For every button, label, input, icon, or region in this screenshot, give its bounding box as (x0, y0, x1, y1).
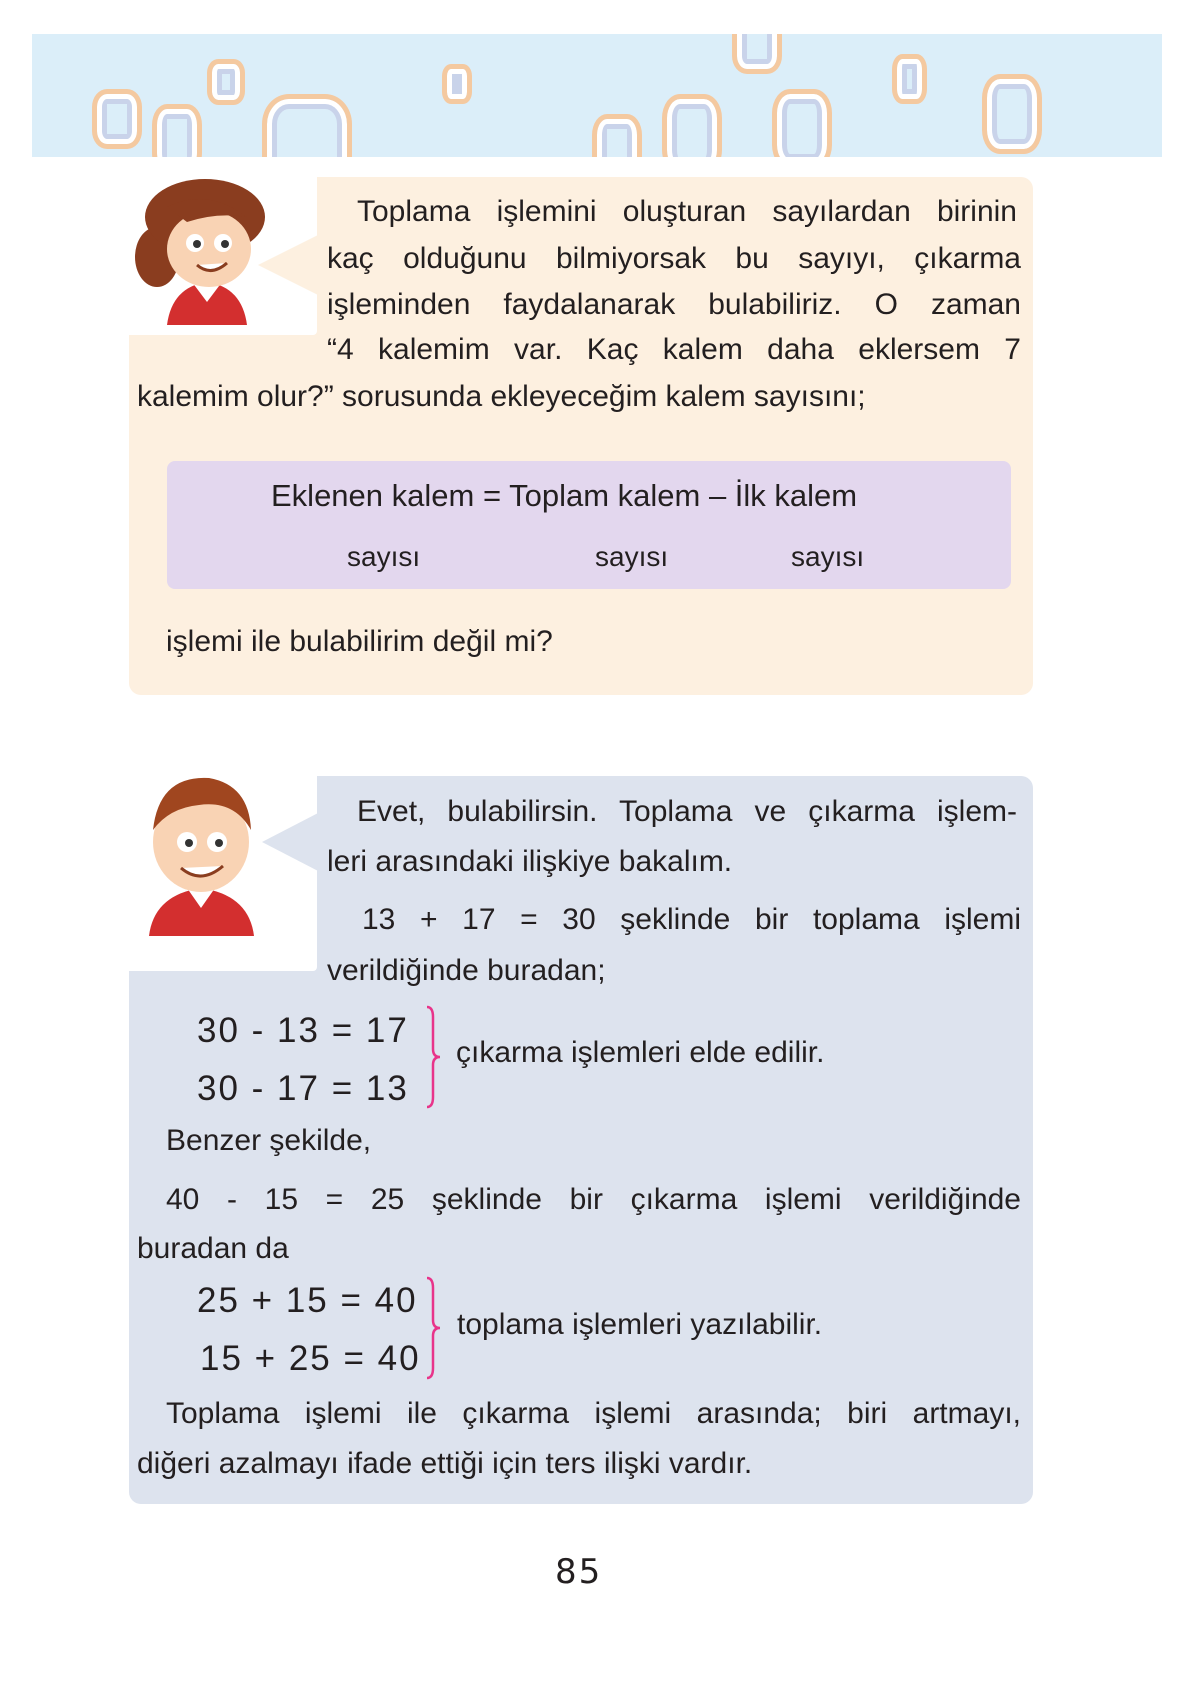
text-line: diğeri azalmayı ifade ettiği için ters ilişki vardır. (137, 1447, 753, 1480)
text-line: Benzer şekilde, (166, 1124, 372, 1157)
text-line: kalemim olur?” sorusunda ekleyeceğim kalem sayısını; (137, 380, 866, 413)
subtraction-note: çıkarma işlemleri elde edilir. (456, 1036, 825, 1069)
text-line: kaç olduğunu bilmiyorsak bu sayıyı, çıkarma (327, 242, 1021, 275)
text-line: 13 + 17 = 30 şeklinde bir toplama işlemi (362, 903, 1021, 936)
addition-note: toplama işlemleri yazılabilir. (457, 1308, 823, 1341)
formula-sublabel: sayısı (347, 541, 421, 572)
speech-tail (262, 812, 320, 872)
text-line: Evet, bulabilirsin. Toplama ve çıkarma işlem- (357, 795, 1017, 828)
text-line: verildiğinde buradan; (327, 954, 606, 987)
subtraction-equation: 30 - 17 = 13 (197, 1069, 409, 1108)
text-line: işleminden faydalanarak bulabiliriz. O zaman (327, 288, 1021, 321)
formula-sublabel: sayısı (595, 541, 669, 572)
addition-equation: 15 + 25 = 40 (200, 1339, 421, 1378)
text-line: 40 - 15 = 25 şeklinde bir çıkarma işlemi verildiğinde (166, 1183, 1021, 1216)
text-line: Toplama işlemi ile çıkarma işlemi arasında; biri artmayı, (166, 1397, 1021, 1430)
text-line: buradan da (137, 1232, 289, 1265)
curly-brace-icon (425, 1276, 443, 1380)
girl-character-illustration (127, 177, 277, 325)
closing-question: işlemi ile bulabilirim değil mi? (166, 625, 553, 658)
addition-equation: 25 + 15 = 40 (197, 1281, 418, 1320)
page-number: 85 (555, 1552, 603, 1592)
text-line: Toplama işlemini oluşturan sayılardan birinin (357, 195, 1017, 228)
boy-character-illustration (139, 770, 264, 936)
curly-brace-icon (425, 1005, 443, 1109)
subtraction-equation: 30 - 13 = 17 (197, 1011, 409, 1050)
decorative-banner (32, 34, 1162, 157)
formula-sublabel: sayısı (791, 541, 865, 572)
text-line: “4 kalemim var. Kaç kalem daha eklersem 7 (327, 333, 1021, 366)
formula-equation: Eklenen kalem = Toplam kalem – İlk kalem (271, 478, 858, 513)
text-line: leri arasındaki ilişkiye bakalım. (327, 845, 733, 878)
